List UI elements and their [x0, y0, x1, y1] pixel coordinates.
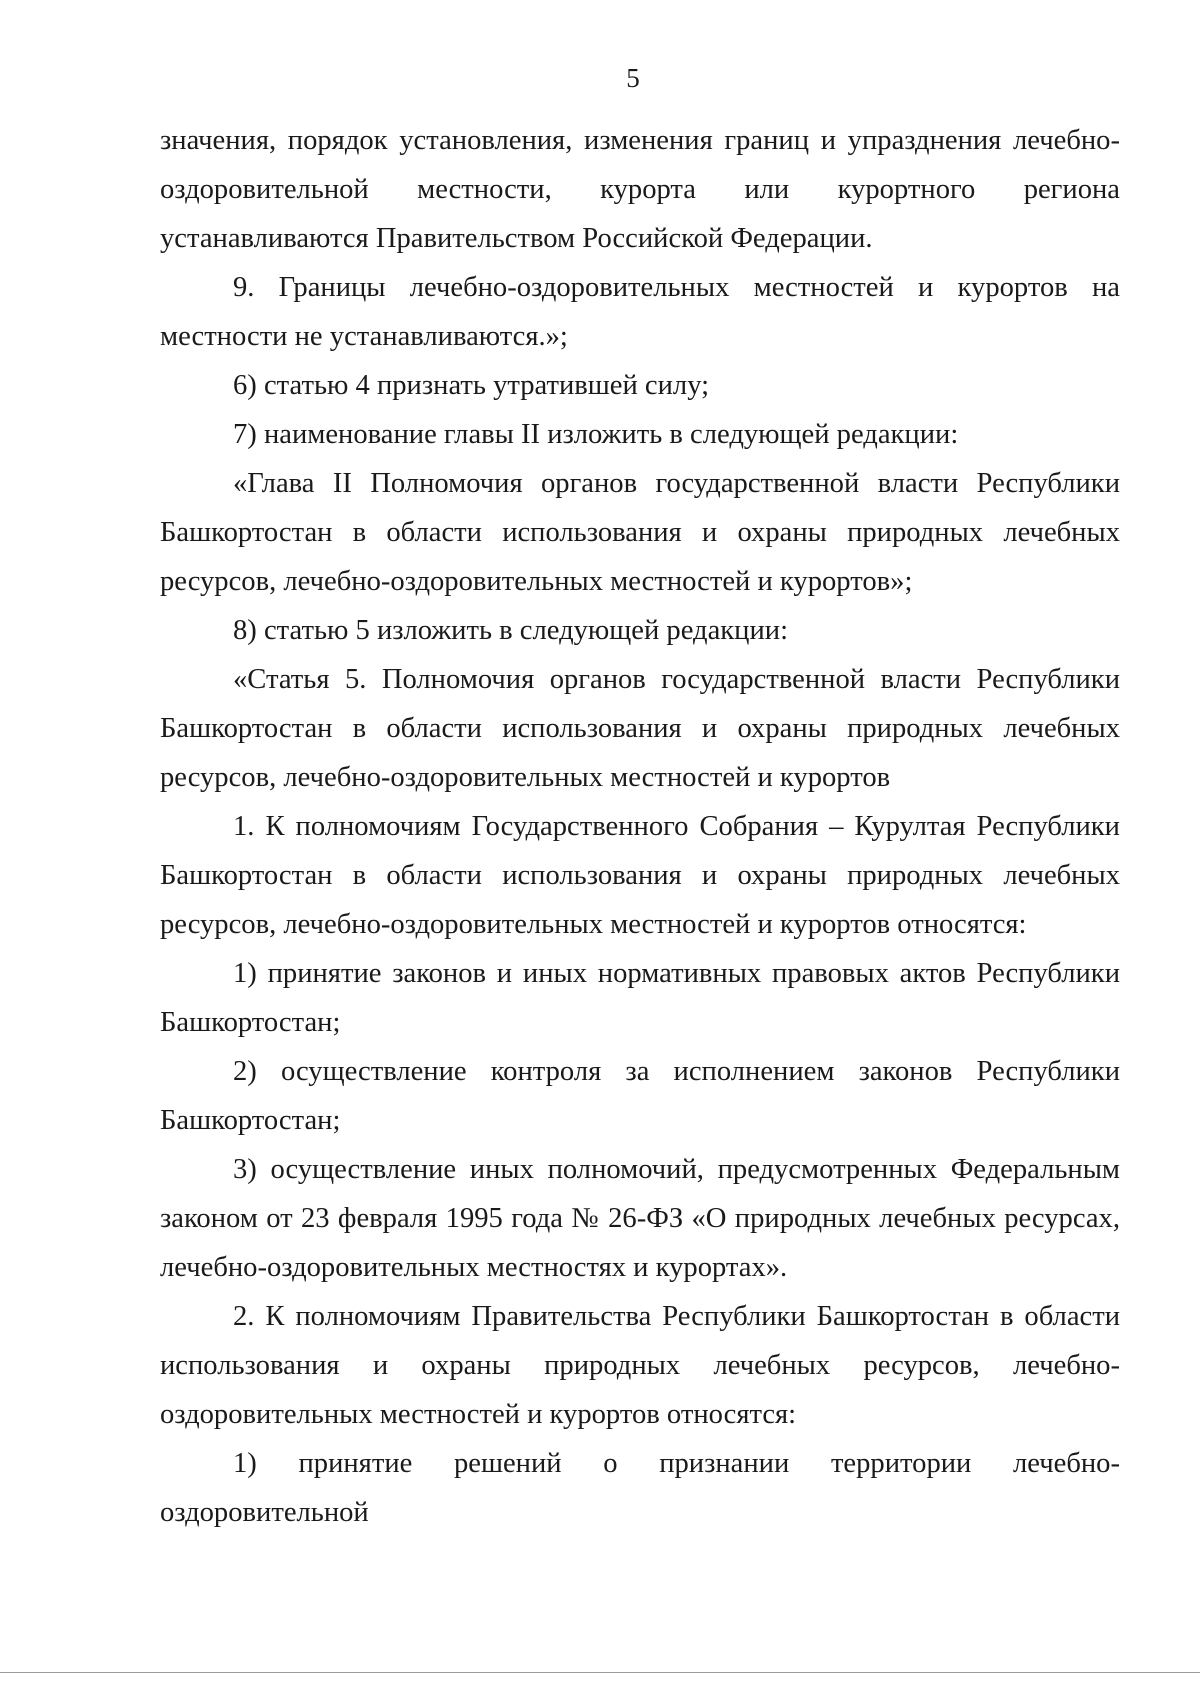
- paragraph-part-2-item-1: 1) принятие решений о признании территории лечебно-оздоровительной: [160, 1448, 1120, 1528]
- paragraph-article-5-title: «Статья 5. Полномочия органов государственной власти Республики Башкортостан в области использования и охраны природных лечебных ресурсов, лечебно-оздоровительных местностей и курортов: [160, 664, 1120, 793]
- paragraph-chapter-2-title: «Глава II Полномочия органов государственной власти Республики Башкортостан в области использования и охраны природных лечебных ресурсов, лечебно-оздоровительных местностей и курортов»;: [160, 468, 1120, 597]
- paragraph-item-7: 7) наименование главы II изложить в следующей редакции:: [233, 419, 959, 450]
- paragraph-article-5-part-1: 1. К полномочиям Государственного Собрания – Курултая Республики Башкортостан в области использования и охраны природных лечебных ресурсов, лечебно-оздоровительных местностей и курортов относятся:: [160, 811, 1120, 940]
- paragraph-part-1-item-3: 3) осуществление иных полномочий, предусмотренных Федеральным законом от 23 февраля 1995 года № 26-ФЗ «О природных лечебных ресурсах, лечебно-оздоровительных местностях и курортах».: [160, 1154, 1120, 1283]
- paragraph-article-5-part-2: 2. К полномочиям Правительства Республики Башкортостан в области использования и охраны природных лечебных ресурсов, лечебно-оздоровительных местностей и курортов относятся:: [160, 1301, 1120, 1430]
- page-number: 5: [626, 63, 640, 93]
- paragraph-item-8: 8) статью 5 изложить в следующей редакции:: [233, 615, 789, 646]
- paragraph-continuation: значения, порядок установления, изменения границ и упразднения лечебно-оздоровительной местности, курорта или курортного региона устанавливаются Правительством Российской Федерации.: [160, 125, 1120, 254]
- paragraph-item-6: 6) статью 4 признать утратившей силу;: [233, 370, 710, 401]
- page-bottom-divider: [0, 1672, 1200, 1673]
- paragraph-part-1-item-1: 1) принятие законов и иных нормативных правовых актов Республики Башкортостан;: [160, 958, 1120, 1038]
- document-body: [160, 116, 1120, 1537]
- paragraph-item-9-boundaries: 9. Границы лечебно-оздоровительных местностей и курортов на местности не устанавливаются.»;: [160, 272, 1120, 352]
- paragraph-part-1-item-2: 2) осуществление контроля за исполнением законов Республики Башкортостан;: [160, 1056, 1120, 1136]
